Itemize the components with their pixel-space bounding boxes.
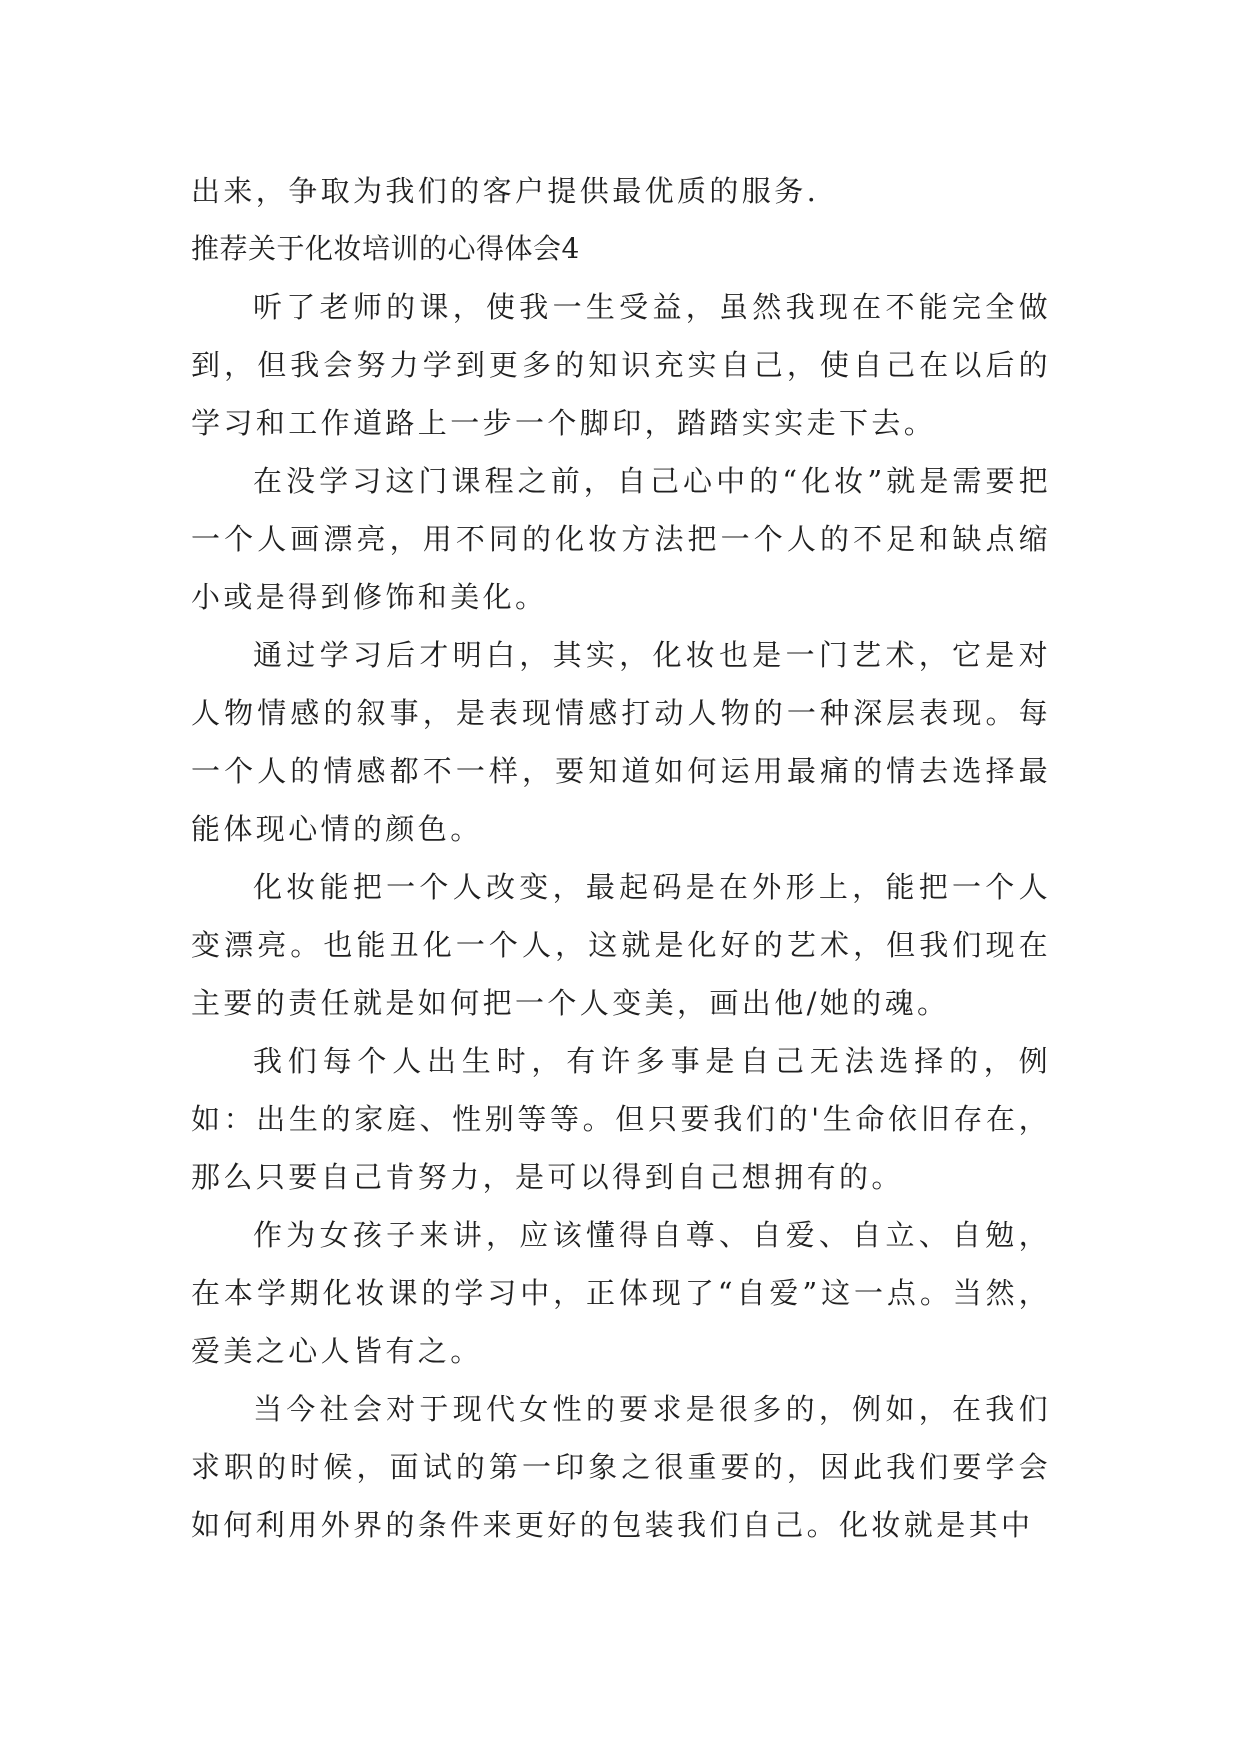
section-title: 推荐关于化妆培训的心得体会4 xyxy=(191,232,580,265)
document-body xyxy=(191,162,1051,1554)
paragraph: 化妆能把一个人改变，最起码是在外形上，能把一个人变漂亮。也能丑化一个人，这就是化好的艺术，但我们现在主要的责任就是如何把一个人变美，画出他/她的魂。 xyxy=(191,870,1051,1020)
paragraph: 作为女孩子来讲，应该懂得自尊、自爱、自立、自勉，在本学期化妆课的学习中，正体现了“自爱”这一点。当然，爱美之心人皆有之。 xyxy=(191,1218,1051,1368)
paragraph: 在没学习这门课程之前，自己心中的“化妆”就是需要把一个人画漂亮，用不同的化妆方法把一个人的不足和缺点缩小或是得到修饰和美化。 xyxy=(191,464,1051,614)
paragraph: 通过学习后才明白，其实，化妆也是一门艺术，它是对人物情感的叙事，是表现情感打动人物的一种深层表现。每一个人的情感都不一样，要知道如何运用最痛的情去选择最能体现心情的颜色。 xyxy=(191,638,1051,846)
paragraph: 我们每个人出生时，有许多事是自己无法选择的，例如：出生的家庭、性别等等。但只要我们的'生命依旧存在，那么只要自己肯努力，是可以得到自己想拥有的。 xyxy=(191,1044,1051,1194)
paragraph: 当今社会对于现代女性的要求是很多的，例如，在我们求职的时候，面试的第一印象之很重要的，因此我们要学会如何利用外界的条件来更好的包装我们自己。化妆就是其中 xyxy=(191,1392,1051,1542)
paragraph: 听了老师的课，使我一生受益，虽然我现在不能完全做到，但我会努力学到更多的知识充实自己，使自己在以后的学习和工作道路上一步一个脚印，踏踏实实走下去。 xyxy=(191,290,1051,440)
continuation-line: 出来，争取为我们的客户提供最优质的服务. xyxy=(191,174,820,208)
